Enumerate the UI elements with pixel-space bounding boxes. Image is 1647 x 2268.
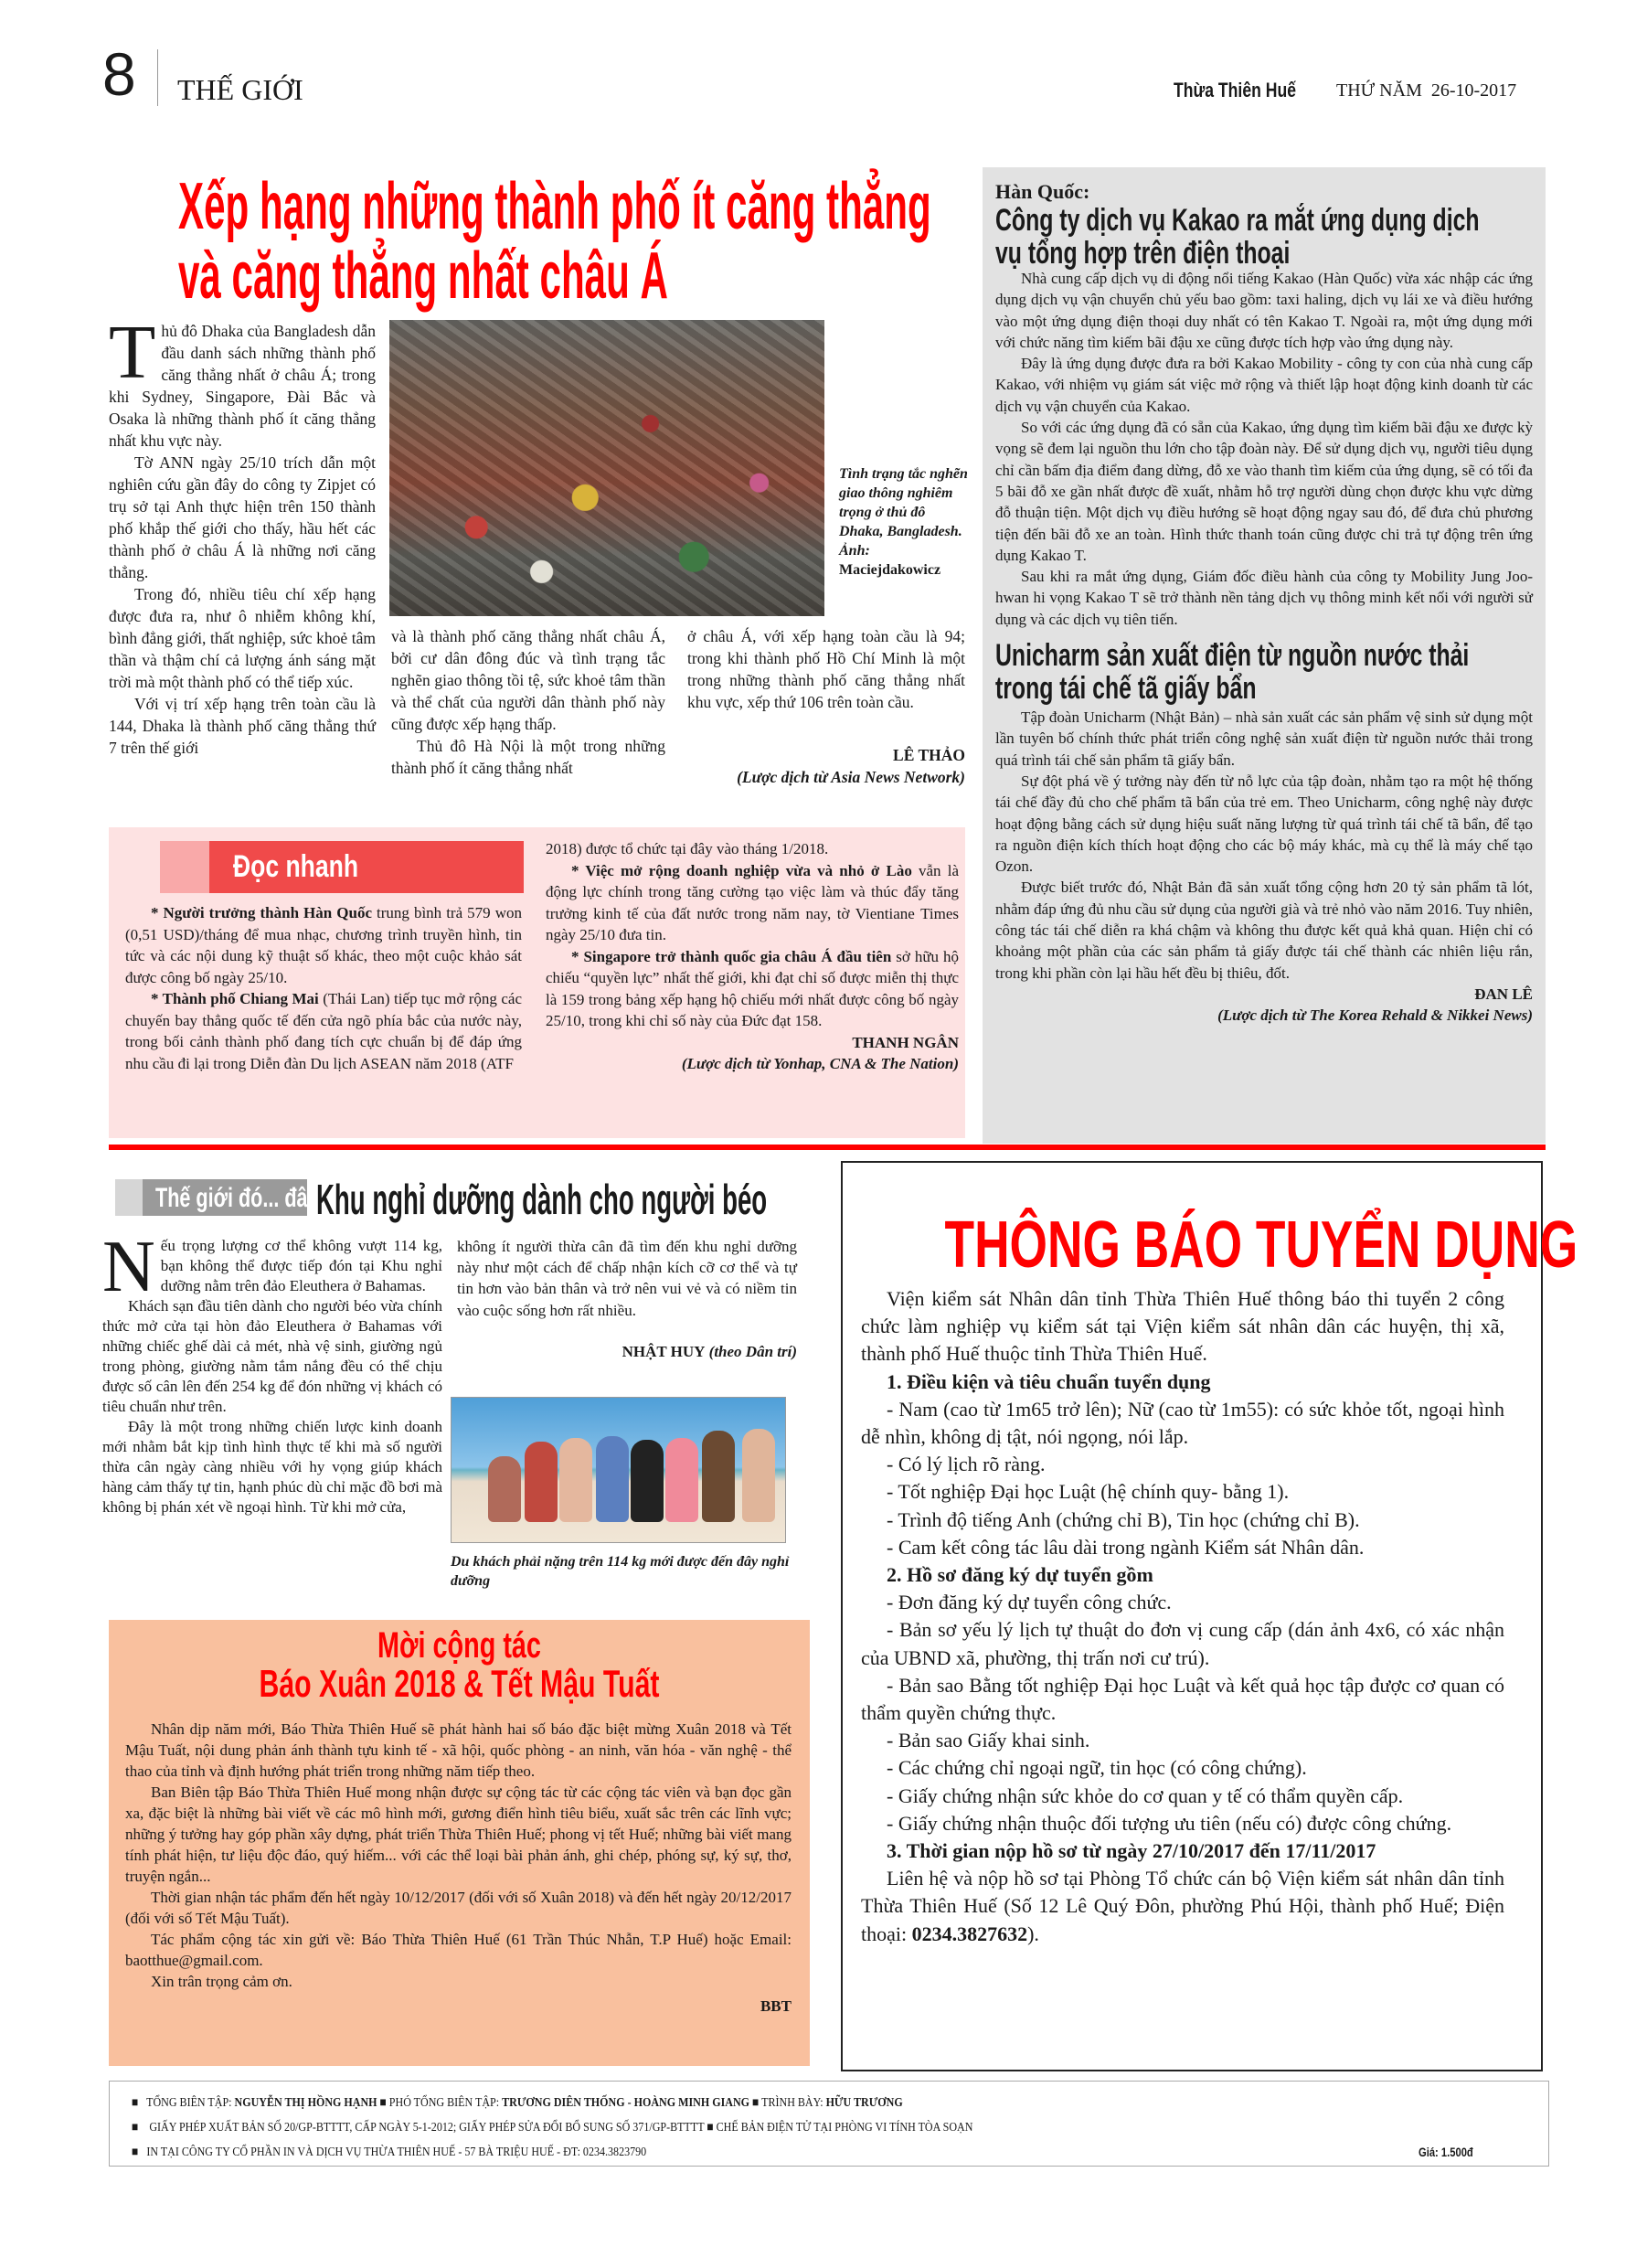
photo-caption <box>839 464 972 580</box>
paragraph: 2. Hồ sơ đăng ký dự tuyển gồm <box>887 1563 1153 1587</box>
recruitment-notice <box>841 1161 1578 2071</box>
paragraph: - Các chứng chỉ ngoại ngữ, tin học (có công chứng). <box>887 1756 1307 1780</box>
paragraph: ở châu Á, với xếp hạng toàn cầu là 94; trong khi thành phố Hồ Chí Minh là một trong những thành phố căng thẳng nhất khu vực, xếp thứ 106 trên toàn cầu. <box>687 627 965 711</box>
paragraph: - Tốt nghiệp Đại học Luật (hệ chính quy- bằng 1). <box>887 1480 1290 1504</box>
paragraph <box>125 988 522 1074</box>
footer-line-printer: ■ IN TẠI CÔNG TY CỔ PHẦN IN VÀ DỊCH VỤ THỪA THIÊN HUẾ - 57 BÀ TRIỆU HUẾ - ĐT: 0234.3823790 <box>132 2146 647 2159</box>
signature: BBT <box>760 1997 792 2015</box>
text: Mời cộng tác <box>377 1625 541 1666</box>
section-title: THẾ GIỚI <box>177 73 303 106</box>
paragraph: - Giấy chứng nhận thuộc đối tượng ưu tiên (nếu có) được công chứng. <box>887 1811 1452 1835</box>
footer-line-editors: ■ TỔNG BIÊN TẬP: NGUYỄN THỊ HỒNG HẠNH ■ PHÓ TỔNG BIÊN TẬP: TRƯƠNG DIÊN THỐNG - HOÀNG MINH GIANG ■ TRÌNH BÀY: HỮU TRƯƠNG <box>132 2096 903 2110</box>
text: vẫn là động lực chính trong tăng cường tạo việc làm và thúc đẩy tăng trưởng kinh tế của đất nước trong năm nay, tờ Vientiane Times ngày 25/10 đưa tin. <box>546 861 959 943</box>
text: vụ tổng hợp trên điện thoại <box>995 236 1291 271</box>
paragraph: Khách sạn đầu tiên dành cho người béo vừa chính thức mở cửa tại hòn đảo Eleuthera ở Bahamas với những chiếc ghế dài cả mét, nhà vệ sinh, giường ngủ trong phòng, giường nằm tắm nắng đều có thể chịu được số cân lên đến 254 kg để đón những vị khách có tiêu chuẩn như trên. <box>102 1297 442 1415</box>
issue-date: THỨ NĂM 26-10-2017 <box>1336 80 1517 101</box>
header-divider <box>157 49 158 106</box>
paragraph: không ít người thừa cân đã tìm đến khu nghỉ dưỡng này như một cách để chấp nhận kích cỡ cơ thể và tự tin hơn vào bản thân và trở nên vui vẻ và có niềm tin vào cuộc sống hơn rất nhiều. <box>457 1238 797 1319</box>
resort-title: Khu nghỉ dưỡng dành cho người béo <box>316 1176 768 1223</box>
section-label <box>143 1179 319 1216</box>
paragraph <box>109 310 376 452</box>
paragraph: và là thành phố căng thẳng nhất châu Á, bởi cư dân đông đúc và tình trạng tắc nghẽn giao thông tồi tệ, sức khoẻ tâm thần và thể chất của người dân thành phố này cũng được xếp hạng thấp. <box>391 627 665 733</box>
text: hủ đô Dhaka của Bangladesh dẫn đầu danh sách những thành phố căng thẳng nhất ở châu Á; trong khi Sydney, Singapore, Đài Bắc và Osaka là những thành phố ít căng thẳng nhất khu vực này. <box>109 322 376 450</box>
paragraph: Nhà cung cấp dịch vụ di động nổi tiếng Kakao (Hàn Quốc) vừa xác nhập các ứng dụng dịch vụ vận chuyển chủ yếu bao gồm: taxi haling, dịch vụ lái xe và điều hướng vào một ứng dụng điện thoại duy nhất có tên Kakao T. Ngoài ra, một ứng dụng mới với chức năng tìm kiếm bãi đậu xe cũng được tích hợp vào ứng dụng này. <box>995 270 1533 351</box>
paragraph: 2018) được tổ chức tại đây vào tháng 1/2018. <box>546 840 829 857</box>
unicharm-body <box>995 707 1533 1026</box>
text: * Singapore trở thành quốc gia châu Á đầu tiên <box>571 947 892 965</box>
source: (theo Dân trí) <box>708 1342 797 1360</box>
paragraph <box>125 902 522 988</box>
text: ếu trọng lượng cơ thể không vượt 114 kg, bạn không thể được tiếp đón tại Khu nghỉ dưỡng nằm trên đảo Eleuthera ở Bahamas. <box>160 1237 442 1294</box>
paragraph: - Trình độ tiếng Anh (chứng chỉ B), Tin học (chứng chỉ B). <box>887 1507 1360 1531</box>
footer-line-license: ■ GIẤY PHÉP XUẤT BẢN SỐ 20/GP-BTTTT, CẤP NGÀY 5-1-2012; GIẤY PHÉP SỬA ĐỔI BỔ SUNG SỐ 371/GP-BTTTT ■ CHẾ BẢN ĐIỆN TỬ TẠI PHÒNG VI TÍNH TÒA SOẠN <box>132 2121 973 2135</box>
text: và căng thẳng nhất châu Á <box>178 240 668 313</box>
paragraph: - Đơn đăng ký dự tuyển công chức. <box>887 1591 1172 1614</box>
text: Xếp hạng những thành phố ít căng thẳng <box>178 170 931 243</box>
author: LÊ THẢO <box>893 746 965 764</box>
author: THANH NGÂN <box>852 1033 959 1051</box>
paragraph: Tập đoàn Unicharm (Nhật Bản) – nhà sản xuất các sản phẩm vệ sinh sử dụng một lần tuyên bố chính thức phát triển công nghệ sản xuất điện từ nguồn nước thải trong quá trình tái chế sản phẩm tã giấy bẩn. <box>995 708 1533 769</box>
beach-photo-caption: Du khách phải nặng trên 114 kg mới được đến đây nghỉ dưỡng <box>451 1554 790 1589</box>
quick-read-col1 <box>125 902 522 1074</box>
paragraph: Tác phẩm cộng tác xin gửi về: Báo Thừa Thiên Huế (61 Trần Thúc Nhẫn, T.P Huế) hoặc Email: baotthue@gmail.com. <box>125 1931 792 1969</box>
paragraph: So với các ứng dụng đã có sẵn của Kakao, ứng dụng tìm kiếm bãi đậu xe được kỳ vọng sẽ đem lại nguồn thu lớn cho tập đoàn này. Để sử dụng dịch vụ, người tiêu dụng chỉ cần bấm địa điểm đang dừng, đỗ xe vào thanh tìm kiếm của ứng dụng, sẽ có tối đa 5 bãi đỗ xe gần nhất được đề xuất, nhằm hỗ trợ người dùng chọn được khu vực dừng đỗ thuận tiện. Một dịch vụ điều hướng sẽ hoạt động ngay sau đó, để đưa chủ phương tiện đến bãi đỗ xe an toàn. Hình thức thanh toán cũng được chi trả tự động trên ứng dụng Kakao T. <box>995 419 1533 564</box>
quick-read-col2 <box>546 838 959 1075</box>
beach-person <box>525 1442 558 1522</box>
text: Thế giới đó... đây <box>155 1183 319 1213</box>
beach-person <box>665 1438 698 1522</box>
paragraph: Nhân dịp năm mới, Báo Thừa Thiên Huế sẽ phát hành hai số báo đặc biệt mừng Xuân 2018 và Tết Mậu Tuất, nội dung phản ánh thành tựu kinh tế - xã hội, quốc phòng - an ninh, văn hóa - văn nghệ - thể thao của tỉnh và định hướng phát triển trong những năm tiếp theo. <box>125 1720 792 1780</box>
text: GIẤY PHÉP XUẤT BẢN SỐ 20/GP-BTTTT, CẤP NGÀY 5-1-2012; GIẤY PHÉP SỬA ĐỔI BỔ SUNG SỐ 371/GP-BTTTT ■ CHẾ BẢN ĐIỆN TỬ TẠI PHÒNG VI TÍNH TÒA SOẠN <box>149 2121 973 2135</box>
paragraph: Tờ ANN ngày 25/10 trích dẫn một nghiên cứu gần đây do công ty Zipjet có trụ sở tại Anh thực hiện trên 150 thành phố khắp thế giới cho thấy, hầu hết các thành phố ở châu Á là những nơi căng thẳng. <box>109 453 376 581</box>
page-header <box>102 40 1546 112</box>
paragraph: - Cam kết công tác lâu dài trong ngành Kiểm sát Nhân dân. <box>887 1535 1365 1559</box>
kakao-body <box>995 268 1533 630</box>
paragraph: - Bản sao Giấy khai sinh. <box>887 1729 1090 1752</box>
author: ĐAN LÊ <box>1474 985 1533 1003</box>
recruitment-title: THÔNG BÁO TUYỂN DỤNG <box>944 1209 1578 1282</box>
paragraph: Viện kiểm sát Nhân dân tỉnh Thừa Thiên Huế thông báo thi tuyển 2 công chức làm nghiệp vụ kiểm sát tại Viện kiểm sát nhân dân các huyện, thị xã, thành phố Huế thuộc tỉnh Thừa Thiên Huế. <box>861 1287 1504 1366</box>
text: ■ TRÌNH BÀY: <box>749 2096 826 2110</box>
text: trung bình trả 579 won (0,51 USD)/tháng để mua nhạc, chương trình truyền hình, tin tức và các nội dung kỹ thuật số khác, theo một cuộc khảo sát được công bố ngày 25/10. <box>125 904 522 986</box>
paragraph: - Bản sơ yếu lý lịch tự thuật do đơn vị cung cấp (dán ảnh 4x6, có xác nhận của UBND xã, phường, thị trấn nơi cư trú). <box>861 1618 1504 1669</box>
text: IN TẠI CÔNG TY CỔ PHẦN IN VÀ DỊCH VỤ THỪA THIÊN HUẾ - 57 BÀ TRIỆU HUẾ - ĐT: 0234.3823790 <box>146 2146 647 2159</box>
resort-col1 <box>102 1227 442 1517</box>
beach-person <box>702 1431 735 1522</box>
main-article-col1 <box>109 310 376 759</box>
text: Công ty dịch vụ Kakao ra mắt ứng dụng dịch <box>995 203 1480 238</box>
paragraph: - Nam (cao từ 1m65 trở lên); Nữ (cao từ 1m55): có sức khỏe tốt, ngoại hình dễ nhìn, không dị tật, nói ngọng, nói lắp. <box>861 1397 1504 1449</box>
unicharm-title <box>995 639 1533 707</box>
text: NGUYỄN THỊ HỒNG HẠNH <box>234 2096 377 2110</box>
paragraph: 3. Thời gian nộp hồ sơ từ ngày 27/10/2017 đến 17/11/2017 <box>887 1839 1376 1863</box>
quick-read-band-light <box>160 841 211 893</box>
text: HỮU TRƯƠNG <box>825 2096 903 2110</box>
text: * Người trưởng thành Hàn Quốc <box>151 904 372 921</box>
paragraph: - Bản sao Bằng tốt nghiệp Đại học Luật và kết quả học tập được cơ quan có thẩm quyền chứng thực. <box>861 1673 1504 1725</box>
paragraph <box>546 860 959 946</box>
paragraph: Thời gian nhận tác phẩm đến hết ngày 10/12/2017 (đối với số Xuân 2018) và đến hết ngày 20/12/2017 (đối với số Tết Mậu Tuất). <box>125 1889 792 1927</box>
beach-person <box>742 1429 775 1522</box>
recruitment-body <box>861 1285 1504 1948</box>
paragraph: Ban Biên tập Báo Thừa Thiên Huế mong nhận được sự cộng tác từ các cộng tác viên và bạn đọc gần xa, đặc biệt là những bài viết về các mô hình mới, gương điển hình tiêu biểu, xuất sắc trên các lĩnh vực; những ý tưởng hay góp phần xây dựng, phát triển Thừa Thiên Huế; phong vị tết Huế; những bài viết mang tính phát hiện, tư liệu độc đáo, quý hiếm... với các thể loại bài phản ánh, ghi chép, phóng sự, ký sự, thơ, truyện ngắn... <box>125 1784 792 1885</box>
source: (Lược dịch từ Asia News Network) <box>737 768 965 786</box>
text: ). <box>1027 1922 1039 1945</box>
price: Giá: 1.500đ <box>1419 2145 1473 2159</box>
paragraph: Xin trân trọng cảm ơn. <box>151 1973 292 1990</box>
paragraph <box>102 1227 442 1307</box>
beach-person <box>631 1440 664 1522</box>
main-article-col3 <box>687 625 965 788</box>
world-news-sidebar <box>983 167 1546 1144</box>
paragraph: Sự đột phá về ý tưởng này đến từ nỗ lực của tập đoàn, nhằm tạo ra một hệ thống tái chế đầy đủ cho chế phẩm tã bẩn của trẻ em. Theo Unicharm, công nghệ này được hoạt động bằng cách sử dụng hiệu suất năng lượng từ quá trình tái chế tã bẩn, để tạo ra nguồn điện kích thích hoạt động cho các bộ máy khác, mà cụ thể là máy chế tạo Ozon. <box>995 772 1533 876</box>
paragraph <box>861 1865 1504 1948</box>
paragraph: Đây là một trong những chiến lược kinh doanh mới nhằm bắt kịp tình hình thực tế khi mà số người thừa cân ngày càng nhiều với hy vọng giúp khách hàng cảm thấy tự tin, hạnh phúc dù chỉ mặc đồ bơi mà không bị phán xét về ngoại hình. Từ khi mở cửa, <box>102 1418 442 1516</box>
text: sở hữu hộ chiếu “quyền lực” nhất thế giới, khi đạt chỉ số được miễn thị thực là 159 trong bảng xếp hạng hộ chiếu mới nhất được công bố ngày 25/10, trong khi chỉ số này của Đức đạt 158. <box>546 947 959 1029</box>
invite-box <box>109 1620 810 2066</box>
page-number: 8 <box>102 40 136 108</box>
invite-title <box>109 1620 810 1704</box>
text: TRƯƠNG DIÊN THỐNG - HOÀNG MINH GIANG <box>502 2096 750 2110</box>
text: Đọc nhanh <box>233 849 359 884</box>
drop-cap: N <box>102 1227 155 1307</box>
beach-resort-photo <box>451 1397 786 1543</box>
paragraph <box>457 1341 797 1362</box>
paragraph: Trong đó, nhiều tiêu chí xếp hạng được đưa ra, như ô nhiễm không khí, bình đẳng giới, thất nghiệp, sức khoẻ tâm thần và thậm chí cả lượng ánh sáng mặt trời mà một thành phố có thể tiếp xúc. <box>109 585 376 691</box>
paragraph: Được biết trước đó, Nhật Bản đã sản xuất tổng cộng hơn 20 tỷ sản phẩm tã lót, nhằm đáp ứng đủ nhu cầu sử dụng của người già và trẻ nhỏ vào năm 2016. Tuy nhiên, công tác tái chế diễn ra khá chậm và không thu được kết quả khả quan. Hiện chỉ có khoảng một phần của các sản phẩm tả giấy được tái chế thành các nhiên liệu rắn, trong khi phần còn lại hầu hết đều bị thiêu, đốt. <box>995 878 1533 982</box>
paragraph <box>546 946 959 1032</box>
text: * Việc mở rộng doanh nghiệp vừa và nhỏ ở Lào <box>571 861 912 879</box>
text: Maciejdakowicz <box>839 562 941 578</box>
beach-person <box>559 1438 592 1522</box>
paragraph: - Có lý lịch rõ ràng. <box>887 1453 1046 1476</box>
text: Liên hệ và nộp hồ sơ tại Phòng Tổ chức cán bộ Viện kiểm sát nhân dân tỉnh Thừa Thiên Huế (Số 12 Lê Quý Đôn, phường Phú Hội, thành phố Huế; Điện thoại: <box>861 1867 1504 1945</box>
drop-cap: T <box>109 310 156 395</box>
text: trong tái chế tã giấy bẩn <box>995 671 1257 707</box>
dhaka-traffic-photo <box>389 320 824 616</box>
paragraph: Với vị trí xếp hạng trên toàn cầu là 144, Dhaka là thành phố căng thẳng thứ 7 trên thế giới <box>109 695 376 757</box>
paragraph: 1. Điều kiện và tiêu chuẩn tuyển dụng <box>887 1369 1211 1393</box>
phone-number: 0234.3827632 <box>911 1922 1028 1945</box>
paragraph: Thủ đô Hà Nội là một trong những thành phố ít căng thẳng nhất <box>391 737 665 777</box>
quick-read-box <box>109 827 965 1138</box>
beach-person <box>488 1456 521 1522</box>
source: (Lược dịch từ Yonhap, CNA & The Nation) <box>681 1055 959 1072</box>
quick-read-band <box>209 841 524 893</box>
text <box>709 1343 797 1360</box>
text: ■ PHÓ TỔNG BIÊN TẬP: <box>377 2096 503 2110</box>
text: Tình trạng tắc nghẽn giao thông nghiêm trọng ở thủ đô Dhaka, Bangladesh. Ảnh: <box>839 466 968 559</box>
paragraph: - Giấy chứng nhận sức khỏe do cơ quan y tế có thẩm quyền cấp. <box>887 1784 1404 1807</box>
invite-body <box>125 1719 792 2017</box>
section-label-light <box>115 1179 143 1216</box>
text: Báo Xuân 2018 & Tết Mậu Tuất <box>259 1662 660 1705</box>
text: Unicharm sản xuất điện từ nguồn nước thải <box>995 638 1470 674</box>
main-article-col2 <box>391 625 665 779</box>
author: NHẬT HUY <box>622 1342 706 1360</box>
text: (Thái Lan) tiếp tục mở rộng các chuyến bay thẳng quốc tế đến cửa ngõ phía bắc của nước này, trong bối cảnh thành phố đang tích cực chuẩn bị để đáp ứng nhu cầu đi lại trong Diễn đàn Du lịch ASEAN năm 2018 (ATF <box>125 990 522 1072</box>
resort-col2 <box>457 1236 797 1362</box>
red-divider <box>109 1145 1546 1150</box>
text: TỔNG BIÊN TẬP: <box>146 2096 235 2110</box>
text: * Thành phố Chiang Mai <box>151 990 319 1007</box>
paragraph: Sau khi ra mắt ứng dụng, Giám đốc điều hành của công ty Mobility Jung Joo-hwan hi vọng Kakao T sẽ trở thành nền tảng dịch vụ thông minh kết nối với người sử dụng và các dịch vụ tiên tiến. <box>995 568 1533 628</box>
kakao-title <box>995 203 1533 271</box>
beach-person <box>596 1436 629 1522</box>
source: (Lược dịch từ The Korea Rehald & Nikkei News) <box>1217 1006 1533 1025</box>
sidebar-kicker: Hàn Quốc: <box>995 180 1090 203</box>
paragraph: Đây là ứng dụng được đưa ra bởi Kakao Mobility - công ty con của nhà cung cấp Kakao, với nhiệm vụ giám sát việc mở rộng và thiết lập hoạt động kinh doanh từ các dịch vụ vận chuyển của Kakao. <box>995 355 1533 415</box>
masthead-footer <box>109 2081 1549 2167</box>
paper-name: Thừa Thiên Huế <box>1174 79 1296 101</box>
